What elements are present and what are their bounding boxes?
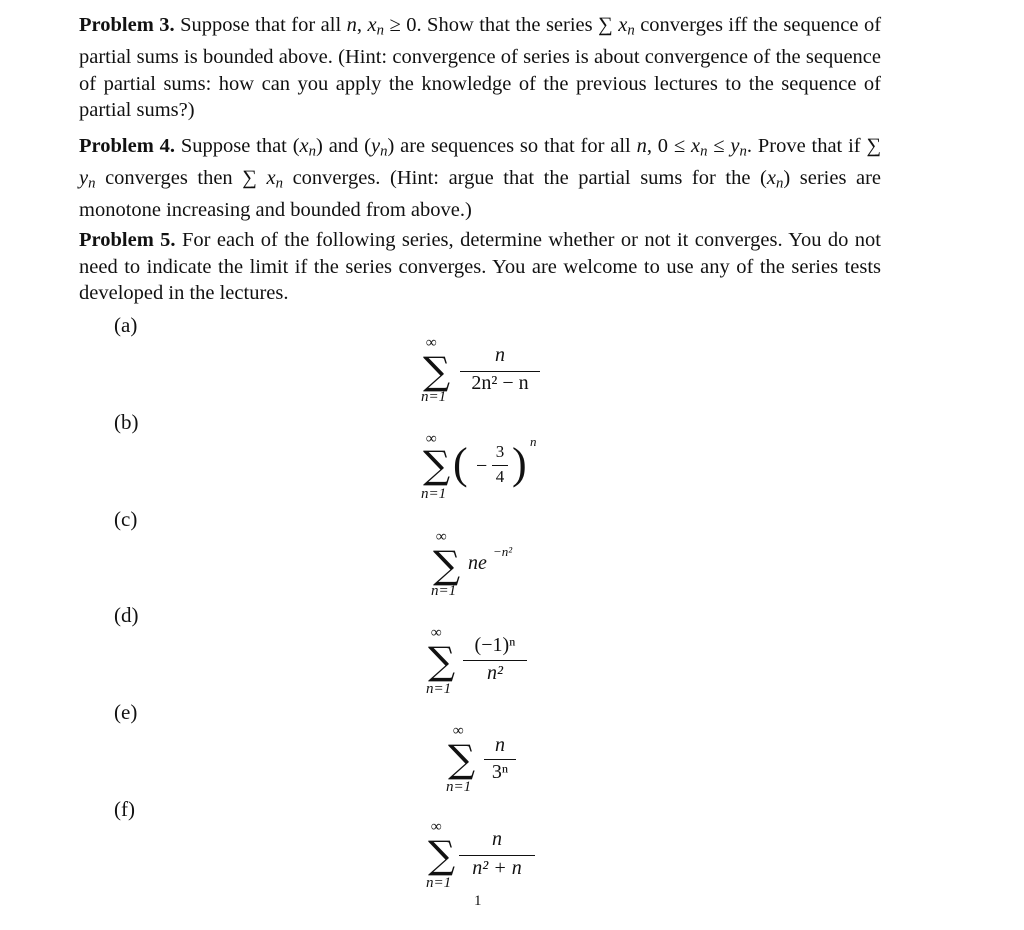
sum-symbol: ∑	[423, 349, 451, 393]
var-y: y	[730, 135, 740, 157]
term-body: ne	[468, 552, 487, 574]
var-x: x	[690, 135, 701, 157]
problem-4-label: Problem 4.	[79, 135, 175, 157]
right-paren: )	[512, 439, 527, 488]
problem-3-text-continued: converges iff the sequence of partial sums is bounded above. (Hint: convergence of series is about convergence of the sequence of partial sums: how can you apply the knowledge of the previous lectures to the sequence of partial sums?)	[79, 14, 882, 122]
sum-symbol: ∑	[433, 543, 461, 587]
sum-symbol: ∑	[428, 639, 456, 683]
sum-symbol: ∑	[423, 443, 451, 487]
sum-lower-limit: n=1	[421, 486, 447, 502]
sub-n: n	[88, 175, 96, 192]
var-y: y	[370, 135, 381, 157]
problem-4-text: ) are sequences so that for all	[387, 135, 631, 157]
fraction-bar	[463, 660, 527, 661]
denominator: n²	[487, 662, 503, 684]
numerator: n	[495, 734, 505, 756]
problem-4	[79, 133, 881, 224]
sum-symbol: ∑	[448, 737, 476, 781]
problem-5	[79, 227, 881, 307]
var-x: x	[266, 167, 276, 190]
problem-3-text: Suppose that for all	[180, 14, 342, 36]
sum-upper-limit: ∞	[431, 819, 442, 835]
numerator: (−1)ⁿ	[474, 634, 516, 656]
item-c-label: (c)	[114, 507, 138, 531]
sum-symbol: ∑	[598, 14, 613, 36]
item-d-label: (d)	[114, 603, 139, 627]
page-number: 1	[474, 893, 482, 909]
sum-upper-limit: ∞	[431, 625, 442, 641]
item-b-label: (b)	[114, 410, 139, 434]
sum-upper-limit: ∞	[426, 431, 437, 447]
sum-upper-limit: ∞	[453, 723, 464, 739]
item-a-label: (a)	[114, 313, 138, 337]
sub-n: n	[275, 175, 283, 192]
var-n: n	[636, 135, 647, 157]
denominator: 2n² − n	[471, 372, 529, 394]
exponent: n	[530, 434, 537, 449]
numerator: n	[495, 344, 505, 366]
item-e-label: (e)	[114, 700, 138, 724]
var-x: x	[367, 14, 377, 36]
denominator: 3ⁿ	[491, 761, 509, 783]
problem-4-text: ) series are monotone increasing and bounded from above.)	[79, 167, 882, 222]
numerator: n	[492, 828, 502, 850]
item-f-label: (f)	[114, 797, 135, 821]
denominator: n² + n	[472, 857, 522, 879]
leq-symbol: ≤	[713, 135, 725, 157]
negative-sign: −	[476, 455, 488, 477]
sub-n: n	[775, 175, 784, 192]
sum-symbol: ∑	[242, 167, 257, 190]
denominator: 4	[495, 467, 505, 486]
sum-upper-limit: ∞	[436, 529, 447, 545]
problem-4-text: , 0 ≤	[646, 135, 686, 157]
sub-n: n	[376, 22, 384, 39]
sum-upper-limit: ∞	[426, 335, 437, 351]
sum-lower-limit: n=1	[421, 389, 447, 405]
fraction-bar	[459, 855, 535, 856]
var-x: x	[618, 14, 628, 36]
sum-lower-limit: n=1	[426, 681, 452, 697]
var-y: y	[79, 167, 89, 190]
sum-lower-limit: n=1	[446, 779, 472, 795]
problem-4-text: converges. (Hint: argue that the partial sums for the (	[292, 167, 767, 190]
var-n: n	[346, 14, 357, 36]
sub-n: n	[308, 143, 317, 160]
problem-3-condition: ≥ 0. Show that the series	[389, 14, 593, 36]
fraction-bar	[484, 759, 516, 760]
sum-lower-limit: n=1	[431, 583, 457, 599]
problem-4-text: ) and (	[316, 135, 371, 157]
problem-4-text: . Prove that if	[746, 135, 861, 157]
problem-5-label: Problem 5.	[79, 229, 176, 251]
sum-symbol: ∑	[866, 135, 882, 157]
problem-4-text: converges then	[105, 167, 233, 190]
var-x: x	[766, 167, 776, 190]
sum-lower-limit: n=1	[426, 875, 452, 891]
numerator: 3	[495, 442, 505, 461]
sub-n: n	[700, 143, 708, 160]
sub-n: n	[380, 143, 388, 160]
fraction-bar	[492, 465, 508, 466]
sub-n: n	[627, 22, 635, 39]
sub-n: n	[739, 143, 747, 160]
exponent: −n²	[493, 544, 513, 559]
var-x: x	[299, 135, 309, 157]
left-paren: (	[453, 439, 468, 488]
problem-5-text: For each of the following series, determine whether or not it converges. You do not need to indicate the limit if the series converges. You are welcome to use any of the series tests developed in the lectures.	[79, 229, 881, 304]
sum-symbol: ∑	[428, 833, 456, 877]
problem-3: Problem 3. Suppose that for all n, $x_n \ge 0$. Show that the series ∑ $x_n$ converges iff the sequence of partial sums is bounded above. (Hint: convergence of series is about convergence of the sequence of partial sums: how can you apply the knowledge of the previous lectures to the sequence of partial sums?)	[79, 14, 882, 122]
problem-3-label: Problem 3.	[79, 14, 175, 36]
problem-4-text: Suppose that (	[180, 135, 300, 157]
